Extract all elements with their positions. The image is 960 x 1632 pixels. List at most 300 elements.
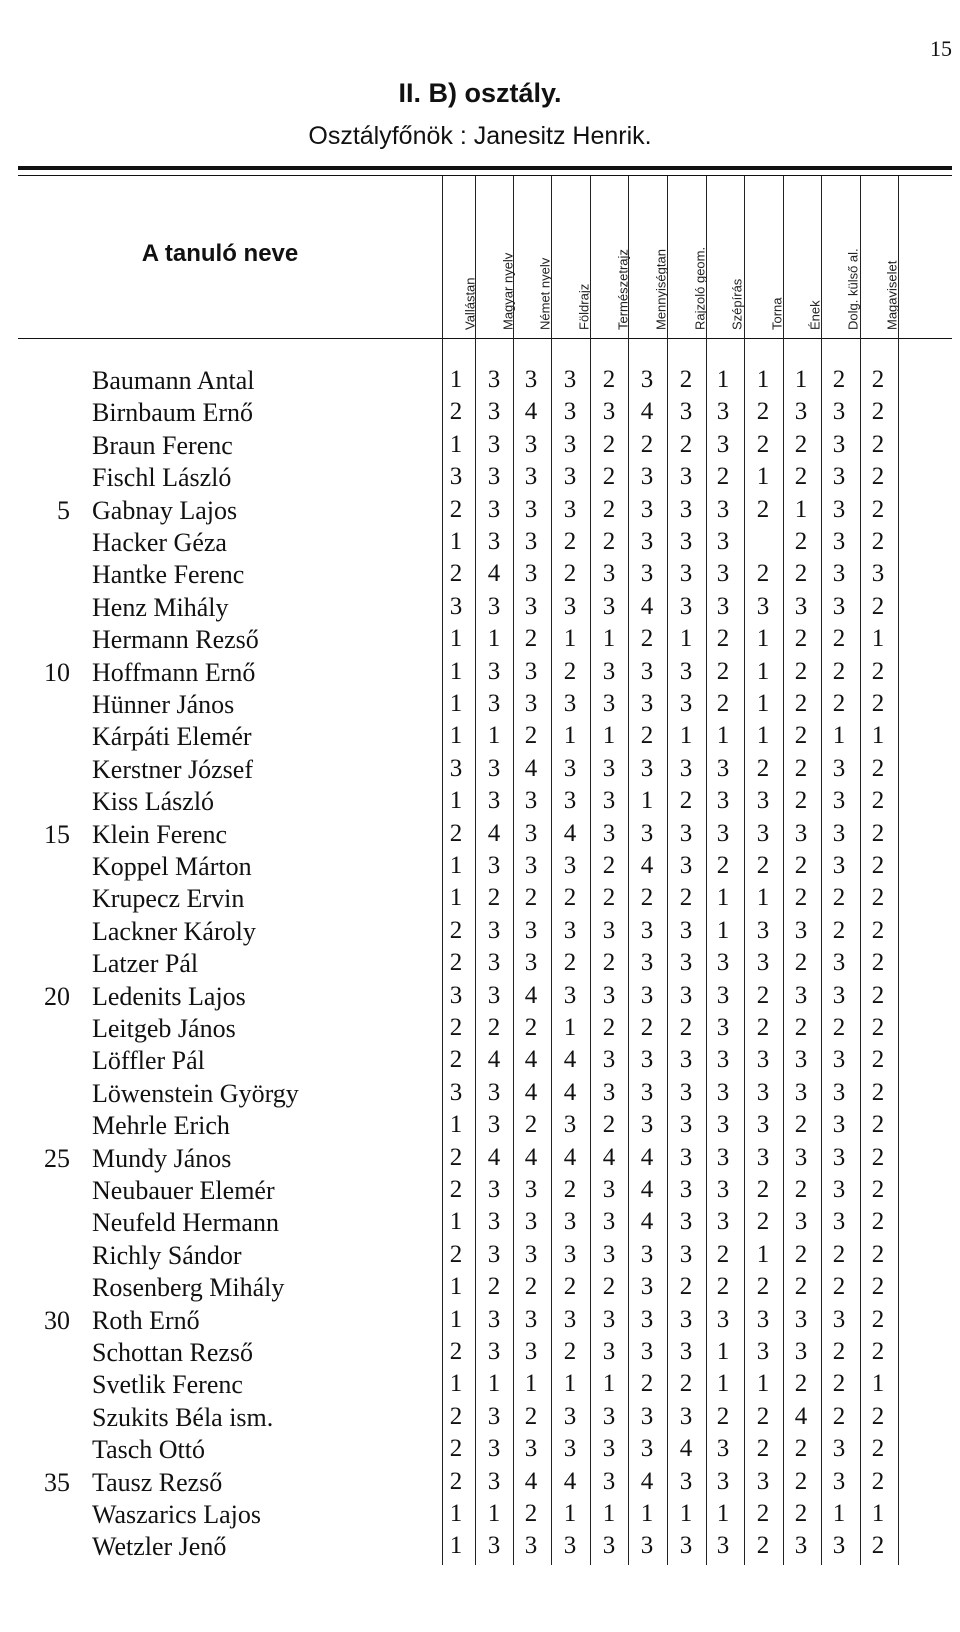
grade-cell: 3 <box>487 981 501 1009</box>
grade-cell: 2 <box>640 722 654 750</box>
grade-cell: 1 <box>756 657 770 685</box>
grade-cell: 2 <box>716 1273 730 1301</box>
grade-cell: 2 <box>871 1402 885 1430</box>
grade-cell: 3 <box>524 560 538 588</box>
grade-cell: 3 <box>832 1435 846 1463</box>
grade-cell: 3 <box>832 1176 846 1203</box>
grade-cell: 2 <box>679 1273 693 1301</box>
grade-cell: 2 <box>756 1402 770 1430</box>
grade-cell: 2 <box>602 1014 616 1041</box>
grade-cell: 3 <box>602 560 616 588</box>
grade-cell: 3 <box>602 1532 616 1560</box>
row-number: 35 <box>44 1467 70 1497</box>
grade-cell: 1 <box>716 1338 730 1365</box>
grade-cell: 3 <box>679 1305 693 1333</box>
grade-cell: 2 <box>832 690 846 717</box>
grade-cell: 3 <box>794 592 808 620</box>
grade-cell: 1 <box>449 1500 463 1527</box>
grade-cell: 3 <box>487 1435 501 1463</box>
grade-cell: 1 <box>871 722 885 750</box>
grade-cell: 3 <box>679 1176 693 1203</box>
grade-cell: 2 <box>716 657 730 685</box>
grade-cell: 3 <box>487 787 501 815</box>
grade-cell: 4 <box>640 592 654 620</box>
grade-cell: 1 <box>716 1370 730 1398</box>
grade-cell: 3 <box>524 1208 538 1236</box>
grade-cell: 3 <box>487 463 501 491</box>
subject-header <box>530 186 560 336</box>
grade-cell: 1 <box>602 625 616 653</box>
grade-cell: 3 <box>602 1305 616 1333</box>
student-name: Krupecz Ervin <box>92 884 245 914</box>
grade-cell: 2 <box>524 1014 538 1041</box>
grade-cell: 1 <box>871 625 885 653</box>
grade-cell: 3 <box>871 560 885 588</box>
grade-cell: 2 <box>871 1143 885 1171</box>
grade-cell: 3 <box>716 981 730 1009</box>
grade-cell: 2 <box>602 528 616 555</box>
grade-cell: 1 <box>756 1370 770 1398</box>
grade-cell: 2 <box>449 560 463 588</box>
grade-cell: 2 <box>871 1111 885 1139</box>
student-name: Hünner János <box>92 690 235 719</box>
grade-cell: 4 <box>487 819 501 847</box>
grade-cell: 2 <box>449 949 463 977</box>
student-name: Hermann Rezső <box>92 625 259 655</box>
grade-cell: 2 <box>449 1176 463 1203</box>
grade-cell: 4 <box>487 1046 501 1074</box>
grade-cell: 2 <box>716 852 730 879</box>
grade-cell: 2 <box>679 366 693 393</box>
grade-cell: 2 <box>449 1338 463 1365</box>
grade-cell: 2 <box>794 852 808 879</box>
grade-cell: 2 <box>679 430 693 458</box>
student-name: Ledenits Lajos <box>92 981 246 1011</box>
grade-cell: 3 <box>487 1111 501 1139</box>
grade-cell: 1 <box>449 852 463 879</box>
grade-cell: 2 <box>449 495 463 523</box>
subject-header <box>569 186 599 336</box>
grade-cell: 3 <box>679 1078 693 1106</box>
grade-cell: 3 <box>679 495 693 523</box>
grade-cell: 3 <box>602 1402 616 1430</box>
grade-cell: 3 <box>487 916 501 944</box>
grade-cell: 3 <box>794 398 808 426</box>
student-name: Gabnay Lajos <box>92 495 238 525</box>
grade-cell: 3 <box>756 916 770 944</box>
grade-cell: 2 <box>871 1208 885 1236</box>
grade-cell: 3 <box>679 949 693 977</box>
grade-cell: 4 <box>640 852 654 879</box>
grade-cell: 3 <box>832 1078 846 1106</box>
grade-cell: 4 <box>640 398 654 426</box>
student-name: Kárpáti Elemér <box>92 722 252 752</box>
grade-cell: 2 <box>871 1435 885 1463</box>
subject-header-label: Torna <box>769 297 785 330</box>
grade-cell: 2 <box>679 884 693 912</box>
grade-cell: 1 <box>449 528 463 555</box>
grade-cell: 2 <box>524 1273 538 1301</box>
grade-cell: 1 <box>487 722 501 750</box>
grade-cell: 3 <box>524 366 538 393</box>
grade-cell: 2 <box>602 366 616 393</box>
student-name: Svetlik Ferenc <box>92 1370 243 1400</box>
student-name: Baumann Antal <box>92 366 255 395</box>
grade-cell: 3 <box>487 1305 501 1333</box>
grade-cell: 2 <box>487 1014 501 1041</box>
grade-cell: 2 <box>716 1402 730 1430</box>
subject-header-label: Ének <box>807 300 823 330</box>
grade-cell: 2 <box>794 949 808 977</box>
grade-cell: 2 <box>449 1435 463 1463</box>
grade-cell: 3 <box>794 1208 808 1236</box>
subject-header <box>455 186 485 336</box>
grade-cell: 2 <box>794 1500 808 1527</box>
grade-cell: 2 <box>524 884 538 912</box>
grade-cell: 4 <box>563 1046 577 1074</box>
grade-cell: 2 <box>679 1370 693 1398</box>
grade-cell: 3 <box>832 560 846 588</box>
subject-header-label: Földrajz <box>576 283 592 330</box>
grade-cell: 3 <box>487 1338 501 1365</box>
grade-cell: 3 <box>524 528 538 555</box>
grade-cell: 3 <box>679 754 693 782</box>
student-name: Leitgeb János <box>92 1014 236 1043</box>
student-name: Tausz Rezső <box>92 1467 223 1497</box>
grade-cell: 1 <box>449 657 463 685</box>
grade-cell: 2 <box>871 1078 885 1106</box>
grade-cell: 2 <box>449 1143 463 1171</box>
grade-cell: 2 <box>794 463 808 491</box>
grade-cell: 1 <box>640 1500 654 1527</box>
student-name: Rosenberg Mihály <box>92 1273 285 1303</box>
grade-cell: 3 <box>563 1532 577 1560</box>
grade-cell: 3 <box>832 787 846 815</box>
grade-cell: 3 <box>563 430 577 458</box>
grade-cell: 1 <box>563 1014 577 1041</box>
grade-cell: 3 <box>602 398 616 426</box>
grade-cell: 3 <box>640 981 654 1009</box>
grade-cell: 3 <box>756 1078 770 1106</box>
grade-cell: 3 <box>679 690 693 717</box>
grade-cell: 3 <box>756 787 770 815</box>
grade-cell: 3 <box>487 690 501 717</box>
grade-cell: 3 <box>524 916 538 944</box>
grade-cell: 4 <box>524 398 538 426</box>
grade-cell: 3 <box>832 430 846 458</box>
grade-cell: 4 <box>524 981 538 1009</box>
grade-cell: 3 <box>602 592 616 620</box>
student-name: Neufeld Hermann <box>92 1208 279 1238</box>
grade-cell: 3 <box>487 1176 501 1203</box>
grade-cell: 3 <box>716 1111 730 1139</box>
grade-cell: 1 <box>716 722 730 750</box>
grade-cell: 1 <box>449 1370 463 1398</box>
grade-cell: 4 <box>524 754 538 782</box>
grade-cell: 1 <box>716 916 730 944</box>
grade-cell: 3 <box>756 1467 770 1495</box>
grade-cell: 2 <box>563 1273 577 1301</box>
grade-cell: 3 <box>794 1532 808 1560</box>
column-separator <box>475 176 476 1565</box>
grade-cell: 2 <box>871 852 885 879</box>
grade-cell: 2 <box>794 560 808 588</box>
grade-cell: 3 <box>487 852 501 879</box>
grade-cell: 3 <box>449 463 463 491</box>
grade-cell: 2 <box>756 1176 770 1203</box>
grade-cell: 3 <box>602 819 616 847</box>
grade-cell: 3 <box>487 657 501 685</box>
grade-cell: 3 <box>524 657 538 685</box>
grade-cell: 3 <box>716 1046 730 1074</box>
grade-cell: 1 <box>756 722 770 750</box>
grade-cell: 3 <box>524 1435 538 1463</box>
grade-cell: 2 <box>756 560 770 588</box>
grade-cell: 3 <box>832 1532 846 1560</box>
subject-header-label: Természetrajz <box>615 249 631 330</box>
grade-cell: 2 <box>640 625 654 653</box>
row-number: 10 <box>44 657 70 687</box>
grade-cell: 2 <box>871 1305 885 1333</box>
grade-cell: 4 <box>524 1143 538 1171</box>
subject-header <box>493 186 523 336</box>
grade-cell: 3 <box>679 463 693 491</box>
grade-cell: 3 <box>563 852 577 879</box>
grade-cell: 1 <box>756 884 770 912</box>
column-separator <box>667 176 668 1565</box>
grade-cell: 2 <box>794 657 808 685</box>
grade-cell: 2 <box>756 1273 770 1301</box>
grade-cell: 2 <box>716 1240 730 1268</box>
grade-cell: 1 <box>756 1240 770 1268</box>
grade-cell: 1 <box>716 884 730 912</box>
grade-cell: 2 <box>487 884 501 912</box>
grade-cell: 1 <box>449 1273 463 1301</box>
grade-cell: 3 <box>756 592 770 620</box>
grade-cell: 3 <box>679 528 693 555</box>
grade-cell: 3 <box>563 1435 577 1463</box>
grade-cell: 3 <box>487 1078 501 1106</box>
subject-header-label: Rajzoló geom. <box>692 246 708 330</box>
grade-cell: 2 <box>794 625 808 653</box>
grade-cell: 3 <box>487 1240 501 1268</box>
grade-cell: 3 <box>487 528 501 555</box>
grade-cell: 2 <box>832 1370 846 1398</box>
student-name: Lackner Károly <box>92 916 256 946</box>
grade-cell: 2 <box>716 625 730 653</box>
grade-cell: 1 <box>449 430 463 458</box>
grade-cell: 2 <box>794 722 808 750</box>
grade-cell: 3 <box>679 1532 693 1560</box>
grade-cell: 2 <box>794 690 808 717</box>
grade-cell: 4 <box>679 1435 693 1463</box>
grade-cell: 3 <box>602 754 616 782</box>
grade-cell: 3 <box>716 787 730 815</box>
grade-cell: 2 <box>449 1467 463 1495</box>
grade-cell: 3 <box>832 1046 846 1074</box>
grade-cell: 3 <box>679 852 693 879</box>
grade-cell: 2 <box>449 1402 463 1430</box>
grade-cell: 3 <box>640 1273 654 1301</box>
grade-cell: 3 <box>716 1305 730 1333</box>
grade-cell: 1 <box>871 1370 885 1398</box>
grade-cell: 3 <box>487 592 501 620</box>
grade-cell: 3 <box>679 1240 693 1268</box>
student-name: Kiss László <box>92 787 215 817</box>
grade-cell: 1 <box>602 1500 616 1527</box>
grade-cell: 3 <box>449 1078 463 1106</box>
grade-cell: 3 <box>524 1532 538 1560</box>
grade-cell: 2 <box>832 1014 846 1041</box>
grade-cell: 3 <box>716 819 730 847</box>
grade-cell: 3 <box>524 430 538 458</box>
grade-cell: 3 <box>563 1240 577 1268</box>
grade-cell: 3 <box>563 787 577 815</box>
grade-cell: 2 <box>602 949 616 977</box>
grade-cell: 2 <box>832 1240 846 1268</box>
subject-header-label: Dolg. külső al. <box>845 248 861 330</box>
column-separator <box>551 176 552 1565</box>
grade-cell: 2 <box>871 592 885 620</box>
column-separator <box>706 176 707 1565</box>
grade-cell: 3 <box>679 1111 693 1139</box>
grade-cell: 3 <box>524 1305 538 1333</box>
grade-cell: 2 <box>794 1370 808 1398</box>
grade-cell: 4 <box>524 1467 538 1495</box>
grade-cell: 2 <box>871 884 885 912</box>
grade-cell: 3 <box>563 495 577 523</box>
grade-cell: 3 <box>524 495 538 523</box>
grade-cell: 3 <box>679 981 693 1009</box>
grade-cell: 2 <box>563 1176 577 1203</box>
grade-cell: 3 <box>524 949 538 977</box>
grade-cell: 2 <box>832 884 846 912</box>
grade-cell: 3 <box>716 528 730 555</box>
grade-cell: 3 <box>640 819 654 847</box>
grade-cell: 1 <box>716 366 730 393</box>
grade-cell: 1 <box>756 690 770 717</box>
top-rule-thin <box>18 175 952 176</box>
grade-cell: 3 <box>602 1176 616 1203</box>
subject-header-label: Magaviselet <box>884 260 900 330</box>
grade-cell: 2 <box>832 366 846 393</box>
grade-cell: 3 <box>640 1240 654 1268</box>
grade-cell: 3 <box>487 1467 501 1495</box>
grade-cell: 3 <box>602 1046 616 1074</box>
grade-cell: 3 <box>640 528 654 555</box>
student-name: Löwenstein György <box>92 1078 299 1108</box>
grade-cell: 3 <box>679 1402 693 1430</box>
column-separator <box>628 176 629 1565</box>
student-name: Mehrle Erich <box>92 1111 230 1141</box>
grade-cell: 3 <box>563 754 577 782</box>
grade-cell: 2 <box>524 722 538 750</box>
student-name: Henz Mihály <box>92 592 229 622</box>
row-number: 25 <box>44 1143 70 1173</box>
grade-cell: 3 <box>487 495 501 523</box>
grade-cell: 3 <box>756 1338 770 1365</box>
grade-cell: 3 <box>756 1111 770 1139</box>
grade-cell: 3 <box>716 1143 730 1171</box>
grade-cell: 1 <box>449 625 463 653</box>
top-rule-thick <box>18 166 952 170</box>
grade-cell: 3 <box>716 1176 730 1203</box>
grade-cell: 3 <box>640 1305 654 1333</box>
grade-cell: 1 <box>756 625 770 653</box>
grade-cell: 3 <box>640 1532 654 1560</box>
grade-cell: 2 <box>871 463 885 491</box>
student-name: Waszarics Lajos <box>92 1500 261 1529</box>
grade-cell: 2 <box>449 1046 463 1074</box>
grade-cell: 2 <box>794 430 808 458</box>
grade-cell: 2 <box>602 430 616 458</box>
grade-cell: 2 <box>449 1240 463 1268</box>
grade-cell: 3 <box>563 1111 577 1139</box>
grade-cell: 3 <box>716 592 730 620</box>
grade-cell: 4 <box>794 1402 808 1430</box>
grade-cell: 3 <box>602 1435 616 1463</box>
grade-cell: 2 <box>524 1402 538 1430</box>
grade-cell: 3 <box>563 592 577 620</box>
student-name: Richly Sándor <box>92 1240 242 1270</box>
grade-cell: 2 <box>794 1273 808 1301</box>
subject-header <box>685 186 715 336</box>
grade-cell: 4 <box>640 1467 654 1495</box>
grade-cell: 2 <box>487 1273 501 1301</box>
grade-cell: 2 <box>756 495 770 523</box>
grade-cell: 2 <box>871 787 885 815</box>
subject-header-label: Magyar nyelv <box>500 252 516 330</box>
subject-header <box>762 186 792 336</box>
grade-cell: 2 <box>563 949 577 977</box>
grade-cell: 1 <box>679 1500 693 1527</box>
row-number: 20 <box>44 981 70 1011</box>
grade-cell: 3 <box>832 1467 846 1495</box>
grade-cell: 2 <box>449 1014 463 1041</box>
grade-cell: 1 <box>871 1500 885 1527</box>
grade-cell: 3 <box>602 1078 616 1106</box>
grade-cell: 2 <box>832 1402 846 1430</box>
student-name: Tasch Ottó <box>92 1435 205 1465</box>
grade-cell: 2 <box>832 916 846 944</box>
grade-cell: 1 <box>602 722 616 750</box>
grade-cell: 3 <box>679 916 693 944</box>
grade-cell: 3 <box>716 754 730 782</box>
grade-cell: 2 <box>524 625 538 653</box>
grade-cell: 2 <box>716 463 730 491</box>
grade-cell: 3 <box>640 916 654 944</box>
grade-cell: 4 <box>524 1046 538 1074</box>
grade-cell: 3 <box>640 690 654 717</box>
grade-cell: 3 <box>640 1338 654 1365</box>
name-column-header: A tanuló neve <box>141 240 299 267</box>
grade-cell: 2 <box>871 754 885 782</box>
grade-cell: 4 <box>640 1143 654 1171</box>
grade-cell: 2 <box>756 852 770 879</box>
grade-cell: 2 <box>871 398 885 426</box>
grade-cell: 2 <box>871 366 885 393</box>
grade-cell: 3 <box>679 819 693 847</box>
grade-cell: 2 <box>871 430 885 458</box>
grade-cell: 2 <box>794 787 808 815</box>
grade-cell: 2 <box>794 1176 808 1203</box>
grade-cell: 3 <box>524 463 538 491</box>
grade-cell: 3 <box>563 463 577 491</box>
grade-cell: 3 <box>794 981 808 1009</box>
grade-cell: 4 <box>563 1467 577 1495</box>
grade-cell: 2 <box>756 1014 770 1041</box>
grade-cell: 1 <box>487 1370 501 1398</box>
